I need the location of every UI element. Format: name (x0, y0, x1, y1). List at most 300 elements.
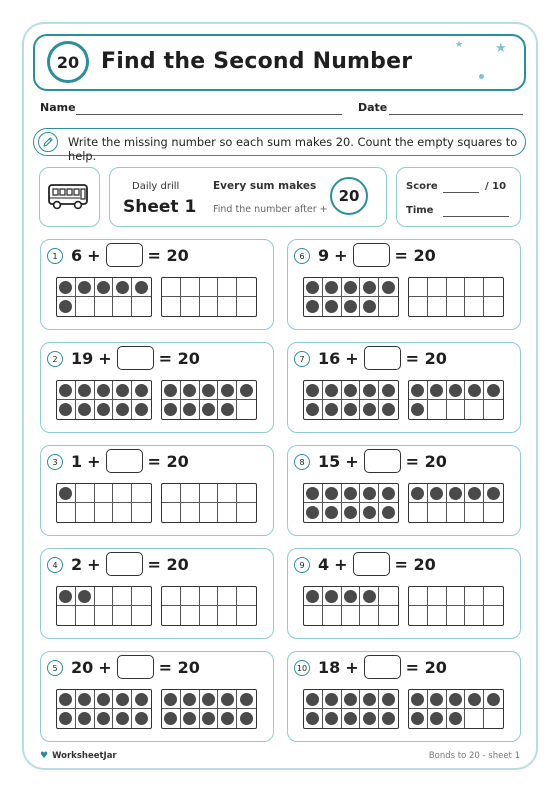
equals-result: = 20 (394, 554, 436, 574)
counter-dot (97, 384, 110, 397)
ten-frame-cell (57, 297, 76, 316)
ten-frame-cell (379, 297, 398, 316)
ten-frame-cell (447, 503, 466, 522)
counter-dot (78, 712, 91, 725)
counter-dot (164, 693, 177, 706)
ten-frame-cell (200, 484, 219, 503)
ten-frame-cell (200, 400, 219, 419)
ten-frame-cell (447, 297, 466, 316)
plus-sign: + (87, 554, 101, 574)
ten-frame-cell (113, 381, 132, 400)
ten-frame-cell (409, 690, 428, 709)
ten-frame (303, 277, 399, 317)
ten-frame-cell (323, 381, 342, 400)
ten-frame-cell (360, 587, 379, 606)
ten-frame-cell (484, 690, 503, 709)
ten-frame-cell (237, 278, 256, 297)
ten-frame (408, 380, 504, 420)
counter-dot (59, 403, 72, 416)
ten-frame-cell (162, 690, 181, 709)
counter-dot (97, 712, 110, 725)
counter-dot (59, 487, 72, 500)
counter-dot (164, 712, 177, 725)
ten-frame (56, 277, 152, 317)
ten-frame-cell (342, 484, 361, 503)
ten-frame-cell (304, 690, 323, 709)
counter-dot (344, 506, 357, 519)
problem-number: 5 (47, 660, 63, 676)
counter-dot (487, 487, 500, 500)
ten-frame-cell (76, 709, 95, 728)
ten-frame-cell (95, 484, 114, 503)
ten-frame-cell (360, 606, 379, 625)
problem-number: 9 (294, 557, 310, 573)
ten-frame (303, 380, 399, 420)
ten-frame (408, 689, 504, 729)
problem-number: 2 (47, 351, 63, 367)
ten-frame (161, 380, 257, 420)
ten-frame-cell (428, 278, 447, 297)
ten-frame-cell (57, 278, 76, 297)
problem-card (40, 651, 274, 742)
ten-frame-cell (428, 690, 447, 709)
ten-frame-cell (323, 709, 342, 728)
ten-frame-cell (465, 690, 484, 709)
counter-dot (164, 403, 177, 416)
ten-frame-cell (181, 690, 200, 709)
ten-frame-cell (465, 484, 484, 503)
first-addend: 2 (71, 554, 83, 574)
counter-dot (97, 403, 110, 416)
ten-frame-cell (181, 484, 200, 503)
counter-dot (468, 487, 481, 500)
ten-frame-cell (379, 400, 398, 419)
ten-frame-cell (465, 587, 484, 606)
answer-box[interactable] (353, 243, 390, 267)
counter-dot (135, 403, 148, 416)
problem-number: 8 (294, 454, 310, 470)
answer-box[interactable] (364, 655, 401, 679)
counter-dot (78, 693, 91, 706)
counter-dot (382, 487, 395, 500)
ten-frame-cell (76, 297, 95, 316)
counter-dot (135, 712, 148, 725)
every-sum-label: Every sum makes (213, 180, 317, 192)
ten-frame (161, 483, 257, 523)
counter-dot (325, 487, 338, 500)
ten-frame (303, 689, 399, 729)
first-addend: 6 (71, 245, 83, 265)
plus-sign: + (98, 657, 112, 677)
ten-frame-cell (181, 400, 200, 419)
ten-frame-cell (409, 381, 428, 400)
ten-frame-cell (200, 587, 219, 606)
counter-dot (344, 300, 357, 313)
ten-frame-cell (200, 381, 219, 400)
ten-frame-cell (342, 709, 361, 728)
date-label: Date (358, 101, 388, 114)
ten-frame-cell (162, 709, 181, 728)
counter-dot (325, 693, 338, 706)
ten-frame-cell (323, 400, 342, 419)
counter-dot (468, 693, 481, 706)
equation (318, 552, 436, 576)
ten-frame-cell (465, 606, 484, 625)
problem-card (40, 239, 274, 330)
ten-frame-cell (379, 381, 398, 400)
counter-dot (449, 487, 462, 500)
ten-frame-cell (304, 606, 323, 625)
bus-box (39, 167, 100, 227)
problem-card (287, 651, 521, 742)
ten-frame-cell (181, 381, 200, 400)
counter-dot (306, 384, 319, 397)
ten-frame-cell (484, 381, 503, 400)
ten-frame (303, 586, 399, 626)
answer-box[interactable] (106, 243, 143, 267)
counter-dot (221, 693, 234, 706)
time-label: Time (406, 205, 434, 216)
ten-frame-cell (409, 400, 428, 419)
equals-result: = 20 (147, 245, 189, 265)
ten-frame-cell (132, 709, 151, 728)
ten-frame-cell (76, 587, 95, 606)
instruction-bar (33, 128, 526, 163)
ten-frame-cell (237, 503, 256, 522)
counter-dot (363, 300, 376, 313)
ten-frame-cell (200, 709, 219, 728)
ten-frame-cell (95, 503, 114, 522)
ten-frame-cell (323, 297, 342, 316)
ten-frame-cell (200, 278, 219, 297)
ten-frame-cell (113, 709, 132, 728)
ten-frame-cell (447, 484, 466, 503)
equation (71, 346, 200, 370)
ten-frame-cell (360, 709, 379, 728)
ten-frame-cell (465, 400, 484, 419)
counter-dot (344, 384, 357, 397)
counter-dot (164, 384, 177, 397)
plus-sign: + (334, 554, 348, 574)
ten-frame-cell (76, 278, 95, 297)
ten-frame-cell (379, 690, 398, 709)
equals-result: = 20 (405, 451, 447, 471)
ten-frame-cell (342, 278, 361, 297)
instruction-text: Write the missing number so each sum makes 20. Count the empty squares to help. (68, 135, 518, 163)
score-box (396, 167, 521, 227)
counter-dot (468, 384, 481, 397)
first-addend: 1 (71, 451, 83, 471)
equation (71, 552, 189, 576)
ten-frame-cell (200, 297, 219, 316)
counter-dot (325, 590, 338, 603)
ten-frame-cell (447, 278, 466, 297)
ten-frame-cell (237, 587, 256, 606)
ten-frame-cell (181, 278, 200, 297)
counter-dot (344, 693, 357, 706)
ten-frame (56, 689, 152, 729)
counter-dot (344, 712, 357, 725)
plus-sign: + (334, 245, 348, 265)
ten-frame-cell (360, 278, 379, 297)
ten-frame-cell (162, 381, 181, 400)
counter-dot (240, 712, 253, 725)
score-total: / 10 (485, 181, 507, 192)
ten-frame-cell (57, 503, 76, 522)
ten-frame-cell (57, 381, 76, 400)
ten-frame-cell (181, 606, 200, 625)
ten-frame-cell (237, 484, 256, 503)
counter-dot (97, 693, 110, 706)
ten-frame-cell (237, 297, 256, 316)
counter-dot (306, 590, 319, 603)
ten-frame-cell (342, 587, 361, 606)
ten-frame-cell (218, 690, 237, 709)
star-icon: ★ (495, 41, 507, 56)
ten-frame-cell (218, 587, 237, 606)
ten-frame-cell (132, 503, 151, 522)
ten-frame (56, 483, 152, 523)
counter-dot (449, 712, 462, 725)
answer-box[interactable] (353, 552, 390, 576)
equals-result: = 20 (405, 348, 447, 368)
answer-box[interactable] (117, 346, 154, 370)
equals-result: = 20 (147, 451, 189, 471)
ten-frame-cell (181, 503, 200, 522)
ten-frame-cell (484, 503, 503, 522)
ten-frame-cell (409, 484, 428, 503)
ten-frame-cell (323, 278, 342, 297)
heart-icon: ♥ (40, 751, 49, 761)
problem-number: 6 (294, 248, 310, 264)
counter-dot (382, 281, 395, 294)
ten-frame-cell (379, 278, 398, 297)
answer-box[interactable] (106, 552, 143, 576)
ten-frame-cell (484, 587, 503, 606)
first-addend: 16 (318, 348, 341, 368)
ten-frame-cell (76, 690, 95, 709)
counter-dot (411, 693, 424, 706)
plus-sign: + (345, 451, 359, 471)
ten-frame-cell (132, 484, 151, 503)
ten-frame-cell (379, 587, 398, 606)
plus-sign: + (87, 451, 101, 471)
ten-frame-cell (95, 400, 114, 419)
find-text: Find the number after + (213, 204, 328, 215)
ten-frame-cell (447, 587, 466, 606)
counter-dot (202, 693, 215, 706)
counter-dot (325, 300, 338, 313)
star-icon: ★ (455, 40, 464, 50)
ten-frame-cell (304, 278, 323, 297)
ten-frame-cell (379, 606, 398, 625)
counter-dot (183, 693, 196, 706)
ten-frame-cell (379, 484, 398, 503)
ten-frame-cell (342, 297, 361, 316)
counter-dot (363, 281, 376, 294)
counter-dot (78, 281, 91, 294)
ten-frame-cell (218, 297, 237, 316)
problem-number: 10 (294, 660, 310, 676)
bus-icon (47, 182, 91, 212)
ten-frame-cell (304, 503, 323, 522)
counter-dot (363, 384, 376, 397)
ten-frame-cell (360, 484, 379, 503)
counter-dot (382, 712, 395, 725)
ten-frame-cell (428, 484, 447, 503)
counter-dot (487, 384, 500, 397)
ten-frame-cell (342, 503, 361, 522)
counter-dot (116, 712, 129, 725)
ten-frame-cell (304, 484, 323, 503)
ten-frame-cell (57, 709, 76, 728)
ten-frame-cell (218, 709, 237, 728)
ten-frame-cell (95, 606, 114, 625)
ten-frame-cell (132, 690, 151, 709)
equals-result: = 20 (147, 554, 189, 574)
name-line[interactable] (76, 114, 342, 115)
equals-result: = 20 (405, 657, 447, 677)
ten-frame-cell (342, 400, 361, 419)
counter-dot (135, 281, 148, 294)
ten-frame-cell (428, 297, 447, 316)
ten-frame-cell (360, 381, 379, 400)
ten-frame-cell (465, 278, 484, 297)
footer-brand (40, 751, 117, 761)
ten-frame (56, 380, 152, 420)
counter-dot (430, 693, 443, 706)
ten-frame-cell (162, 400, 181, 419)
plus-sign: + (87, 245, 101, 265)
ten-frame-cell (484, 484, 503, 503)
ten-frame-cell (113, 587, 132, 606)
ten-frame-cell (76, 606, 95, 625)
ten-frame-cell (342, 690, 361, 709)
ten-frame-cell (132, 400, 151, 419)
date-line[interactable] (389, 114, 523, 115)
plus-sign: + (345, 657, 359, 677)
name-label: Name (40, 101, 76, 114)
score-line[interactable] (443, 192, 479, 193)
brand-text: WorksheetJar (52, 751, 117, 761)
ten-frame-cell (95, 587, 114, 606)
ten-frame-cell (113, 484, 132, 503)
counter-dot (221, 384, 234, 397)
ten-frame-cell (447, 690, 466, 709)
counter-dot (240, 384, 253, 397)
answer-box[interactable] (364, 346, 401, 370)
ten-frame-cell (484, 278, 503, 297)
ten-frame-cell (304, 400, 323, 419)
ten-frame-cell (428, 606, 447, 625)
first-addend: 18 (318, 657, 341, 677)
ten-frame (161, 277, 257, 317)
ten-frame-cell (465, 297, 484, 316)
ten-frame-cell (113, 400, 132, 419)
ten-frame-cell (113, 503, 132, 522)
ten-frame-cell (218, 400, 237, 419)
first-addend: 20 (71, 657, 94, 677)
answer-box[interactable] (364, 449, 401, 473)
ten-frame-cell (465, 709, 484, 728)
ten-frame-cell (447, 381, 466, 400)
footer-right: Bonds to 20 - sheet 1 (428, 751, 520, 761)
ten-frame-cell (484, 400, 503, 419)
counter-dot (430, 384, 443, 397)
ten-frame-cell (447, 709, 466, 728)
ten-frame-cell (162, 587, 181, 606)
counter-dot (306, 712, 319, 725)
ten-frame-cell (113, 297, 132, 316)
counter-dot (382, 506, 395, 519)
counter-dot (116, 403, 129, 416)
ten-frame-cell (113, 278, 132, 297)
counter-dot (116, 693, 129, 706)
ten-frame-cell (447, 400, 466, 419)
counter-dot (411, 384, 424, 397)
ten-frame-cell (181, 297, 200, 316)
ten-frame-cell (428, 400, 447, 419)
equation (318, 346, 447, 370)
counter-dot (306, 487, 319, 500)
first-addend: 4 (318, 554, 330, 574)
ten-frame-cell (465, 381, 484, 400)
ten-frame-cell (132, 278, 151, 297)
counter-dot (59, 300, 72, 313)
ten-frame-cell (57, 606, 76, 625)
equation (71, 449, 189, 473)
counter-dot (59, 384, 72, 397)
counter-dot (487, 693, 500, 706)
ten-frame-cell (360, 690, 379, 709)
ten-frame-cell (76, 400, 95, 419)
ten-frame-cell (465, 503, 484, 522)
ten-frame-cell (304, 587, 323, 606)
counter-dot (363, 712, 376, 725)
ten-frame-cell (76, 503, 95, 522)
counter-dot (59, 590, 72, 603)
first-addend: 9 (318, 245, 330, 265)
equation (318, 449, 447, 473)
ten-frame-cell (428, 709, 447, 728)
ten-frame-cell (360, 503, 379, 522)
ten-frame-cell (113, 690, 132, 709)
time-line[interactable] (443, 216, 509, 217)
answer-box[interactable] (106, 449, 143, 473)
ten-frame-cell (200, 690, 219, 709)
counter-dot (363, 403, 376, 416)
ten-frame-cell (428, 381, 447, 400)
ten-frame-cell (95, 709, 114, 728)
sheet-label: Sheet 1 (123, 197, 197, 217)
problem-number: 4 (47, 557, 63, 573)
daily-drill-label: Daily drill (132, 181, 180, 192)
ten-frame-cell (409, 606, 428, 625)
counter-dot (306, 281, 319, 294)
problem-number: 3 (47, 454, 63, 470)
ten-frame-cell (379, 709, 398, 728)
answer-box[interactable] (117, 655, 154, 679)
ten-frame-cell (409, 297, 428, 316)
equation (71, 243, 189, 267)
ten-frame-cell (95, 278, 114, 297)
ten-frame-cell (162, 278, 181, 297)
counter-dot (306, 506, 319, 519)
counter-dot (344, 487, 357, 500)
counter-dot (183, 384, 196, 397)
ten-frame-cell (237, 709, 256, 728)
equation (318, 243, 436, 267)
